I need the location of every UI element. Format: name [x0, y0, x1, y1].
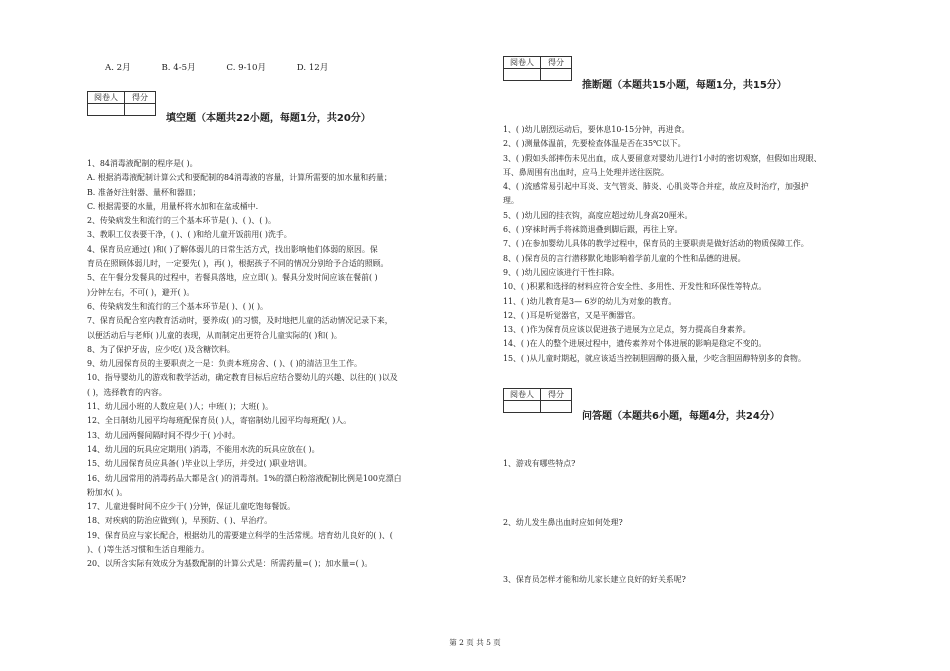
judge-question-line: 理。: [503, 196, 519, 206]
score-label: 得分: [541, 57, 572, 69]
reviewer-label: 阅卷人: [504, 57, 541, 69]
option-b: B. 4-5月: [161, 63, 196, 73]
fill-score-box: [87, 91, 156, 116]
judge-question-line: 12、( )耳是听觉器官，又是平衡器官。: [503, 310, 641, 320]
judge-question-line: 10、( )积累和选择的材料应符合安全性、多用性、开发性和环保性等特点。: [503, 282, 767, 292]
fill-question-line: 20、以所含实际有效成分为基数配制的计算公式是：所需药量=( )；加水量=( )。: [87, 559, 373, 569]
option-c: C. 9-10月: [226, 63, 267, 73]
fill-question-line: )分钟左右，不可( )，避开( )。: [87, 287, 195, 297]
fill-question-line: 10、指导婴幼儿的游戏和教学活动，确定教育目标后应结合婴幼儿的兴趣、以往的( )以及: [87, 373, 398, 383]
reviewer-label: 阅卷人: [88, 92, 125, 104]
fill-question-line: 16、幼儿园常用的消毒药品大都是含( )的消毒剂。1%的漂白粉溶液配制比例是100克漂白: [87, 473, 402, 483]
option-d: D. 12月: [296, 63, 329, 73]
reviewer-cell: [88, 104, 125, 116]
fill-question-line: 15、幼儿园保育员应具备( )毕业以上学历，并受过( )职业培训。: [87, 459, 312, 469]
fill-question-line: 2、传染病发生和流行的三个基本环节是( )、( )、( )。: [87, 216, 276, 226]
fill-question-line: 粉加水( )。: [87, 487, 128, 497]
judge-question-line: 9、( )幼儿园应该进行干性扫除。: [503, 267, 620, 277]
fill-question-line: 以便活动后与老师( )儿童的表现，从而制定出更符合儿童实际的( )和( )。: [87, 330, 342, 340]
fill-section-title: 填空题（本题共22小题，每题1分，共20分）: [166, 113, 371, 124]
fill-question-line: 17、儿童进餐时间不应少于( )分钟，保证儿童吃饱每餐饭。: [87, 502, 296, 512]
fill-question-line: 18、对疾病的防治应做到( )，早预防、( )、早治疗。: [87, 516, 273, 526]
fill-question-line: 3、教职工仪表要干净，( )、( )和给儿童开饭前用( )洗手。: [87, 230, 292, 240]
judge-question-line: 11、( )幼儿教育是3— 6岁的幼儿为对象的教育。: [503, 296, 677, 306]
judge-question-line: 6、( )穿袜时两手将袜筒退叠到脚后跟，再往上穿。: [503, 225, 683, 235]
qa-question-3: 3、保育员怎样才能和幼儿家长建立良好的好关系呢?: [503, 575, 686, 584]
judge-section-title: 推断题（本题共15小题，每题1分，共15分）: [582, 80, 787, 91]
fill-question-list: [87, 157, 402, 572]
judge-question-line: 15、( )从儿童时期起，就应该适当控制胆固醇的摄入量，少吃含胆固醇特别多的食物。: [503, 353, 806, 363]
options-line: [105, 61, 356, 73]
score-label: 得分: [125, 92, 156, 104]
score-cell: [541, 69, 572, 81]
fill-question-line: 9、幼儿园保育员的主要职责之一是：负责本班房舍、( )、( )的清洁卫生工作。: [87, 359, 362, 369]
reviewer-label: 阅卷人: [504, 389, 541, 401]
page-footer: 第 2 页 共 5 页: [449, 638, 501, 647]
fill-question-line: 12、全日制幼儿园平均每班配保育员( )人，寄宿制幼儿园平均每班配( )人。: [87, 416, 352, 426]
fill-question-line: B. 准备好注射器、量杯和器皿；: [87, 187, 201, 197]
fill-question-line: 7、保育员配合室内教育活动时，要养成( )的习惯，及时地把儿童的活动情况记录下来，: [87, 316, 393, 326]
fill-question-line: 6、传染病发生和流行的三个基本环节是( )、( )( )。: [87, 301, 268, 311]
option-a: A. 2月: [105, 63, 131, 73]
judge-question-line: 8、( )保育员的言行潜移默化地影响着学前儿童的个性和品德的进展。: [503, 253, 746, 263]
reviewer-cell: [504, 69, 541, 81]
fill-question-line: 育员在照顾体弱儿时，一定要先( )，再( )，根据孩子不同的情况分别给予合适的照顾。: [87, 259, 389, 269]
judge-question-line: 14、( )在人的整个进展过程中，遗传素养对个体进展的影响是稳定不变的。: [503, 339, 767, 349]
judge-question-line: 5、( )幼儿园的挂衣钩，高度应超过幼儿身高20厘米。: [503, 210, 693, 220]
qa-question-2: 2、幼儿发生鼻出血时应如何处理?: [503, 518, 623, 527]
judge-question-line: 3、( )假如头部摔伤未见出血，成人要留意对婴幼儿进行1小时的密切观察，但假如出现眼、: [503, 153, 822, 163]
judge-question-line: 4、( )流感常易引起中耳炎、支气管炎、肺炎、心肌炎等合并症，故应及时治疗，加强护: [503, 182, 809, 192]
fill-question-line: A. 根据消毒液配制计算公式和要配制的84消毒液的容量，计算所需要的加水量和药量；: [87, 173, 392, 183]
fill-question-line: 8、为了保护牙齿，应少吃( )及含糖饮料。: [87, 344, 235, 354]
judge-question-line: 耳、鼻周围有出血时，应马上处理并送往医院。: [503, 167, 669, 177]
fill-question-line: )、( )等生活习惯和生活自理能力。: [87, 545, 210, 555]
judge-question-line: 2、( )测量体温前，先要检查体温是否在35℃以下。: [503, 139, 686, 149]
fill-question-line: ( )，选择教育的内容。: [87, 387, 167, 397]
fill-question-line: 14、幼儿园的玩具应定期用( )消毒，不能用水洗的玩具应放在( )。: [87, 444, 320, 454]
qa-score-box: [503, 388, 572, 413]
judge-score-box: [503, 56, 572, 81]
fill-question-line: C. 根据需要的水量，用量杯将水加和在盆或桶中.: [87, 201, 259, 211]
judge-question-line: 7、( )在参加婴幼儿具体的教学过程中，保育员的主要职责是做好活动的物质保障工作。: [503, 239, 809, 249]
fill-question-line: 19、保育员应与家长配合，根据幼儿的需要建立科学的生活常规。培育幼儿良好的( )、(: [87, 530, 393, 540]
judge-question-list: [503, 123, 822, 366]
reviewer-cell: [504, 401, 541, 413]
qa-question-1: 1、游戏有哪些特点?: [503, 459, 576, 468]
qa-section-title: 问答题（本题共6小题，每题4分，共24分）: [582, 411, 780, 422]
fill-question-line: 4、保育员应通过( )和( )了解体弱儿的日常生活方式，找出影响他们体弱的原因。保: [87, 244, 378, 254]
fill-question-line: 13、幼儿园两餐间隔时间不得少于( )小时。: [87, 430, 240, 440]
fill-question-line: 5、在午餐分发餐具的过程中，若餐具落地，应立即( )。餐具分发时间应该在餐前( ): [87, 273, 378, 283]
score-label: 得分: [541, 389, 572, 401]
judge-question-line: 1、( )幼儿剧烈运动后，要休息10-15分钟，再进食。: [503, 125, 690, 134]
fill-question-line: 11、幼儿园小班的人数应是( )人；中班( )；大班( )。: [87, 402, 273, 412]
fill-question-line: 1、84消毒液配制的程序是( )。: [87, 159, 198, 168]
judge-question-line: 13、( )作为保育员应该以促进孩子进展为立足点，努力提高自身素养。: [503, 325, 751, 335]
score-cell: [125, 104, 156, 116]
score-cell: [541, 401, 572, 413]
